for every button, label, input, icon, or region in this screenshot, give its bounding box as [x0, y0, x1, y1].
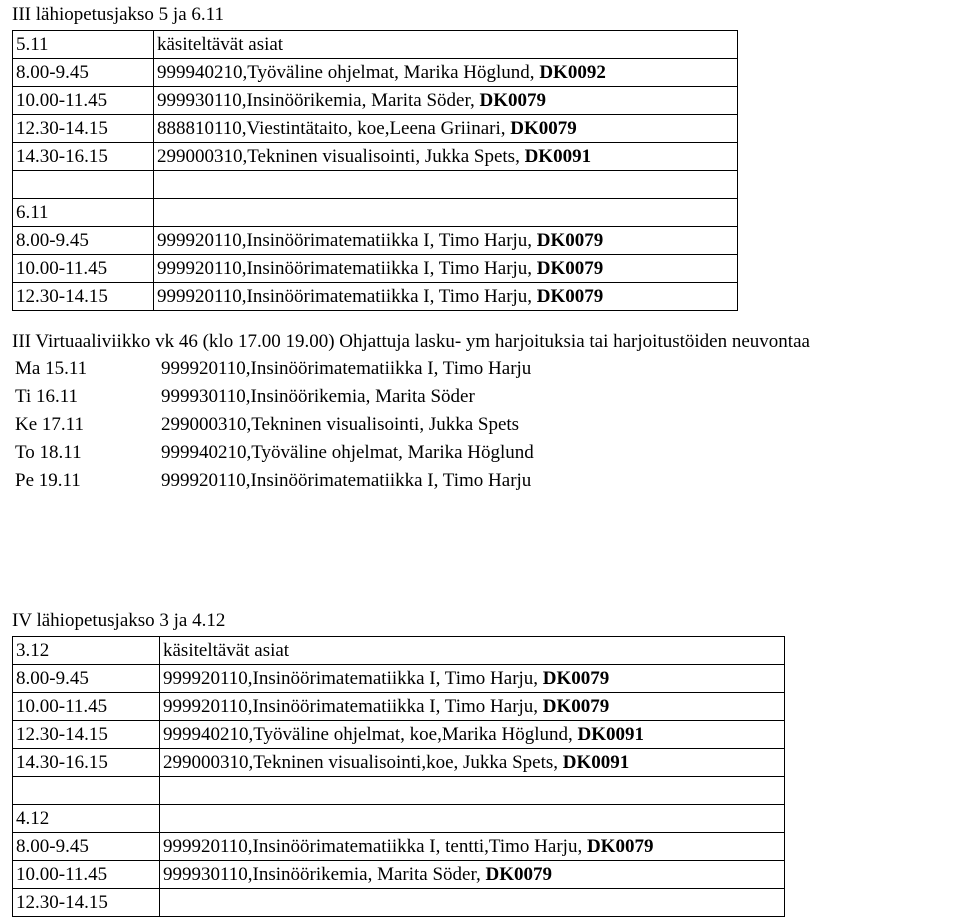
- table-row: [13, 59, 738, 87]
- course-cell: [154, 227, 738, 255]
- time-cell: 10.00-11.45: [13, 87, 154, 115]
- course-text: 999920110,Insinöörimatematiikka I, Timo Harju,: [157, 258, 537, 279]
- table-row: [13, 143, 738, 171]
- table-row: [13, 115, 738, 143]
- course-text: 999940210,Työväline ohjelmat, koe,Marika Höglund,: [163, 724, 578, 745]
- room-code: DK0079: [542, 668, 610, 689]
- spacer-row: [13, 777, 785, 805]
- room-code: DK0079: [536, 286, 604, 307]
- table-row: [13, 889, 785, 917]
- course-cell: 999920110,Insinöörimatematiikka I, Timo Harju: [161, 358, 532, 379]
- course-cell: 999940210,Työväline ohjelmat, Marika Höglund: [161, 442, 534, 463]
- time-cell: 12.30-14.15: [13, 115, 154, 143]
- empty-cell: [160, 805, 785, 833]
- table-row: [13, 87, 738, 115]
- table-row: [13, 861, 785, 889]
- spacer-row: [13, 171, 738, 199]
- time-cell: 14.30-16.15: [13, 749, 160, 777]
- course-text: 299000310,Tekninen visualisointi, Jukka Spets,: [157, 146, 525, 167]
- schedule-table: [12, 30, 738, 311]
- day-cell: Ti 16.11: [15, 386, 79, 407]
- table-row: [13, 199, 738, 227]
- room-code: DK0092: [539, 62, 606, 83]
- column-header: käsiteltävät asiat: [160, 637, 785, 665]
- section-iv: [12, 606, 785, 917]
- empty-cell: [160, 777, 785, 805]
- empty-cell: [13, 171, 154, 199]
- room-code: DK0079: [536, 258, 604, 279]
- date-cell: 4.12: [13, 805, 160, 833]
- document-page: [12, 0, 958, 495]
- time-cell: 10.00-11.45: [13, 255, 154, 283]
- room-code: DK0079: [510, 118, 577, 139]
- time-cell: 10.00-11.45: [13, 861, 160, 889]
- table-row: [13, 665, 785, 693]
- course-cell: 299000310,Tekninen visualisointi, Jukka Spets: [161, 414, 520, 435]
- course-text: 999920110,Insinöörimatematiikka I, Timo Harju,: [157, 286, 537, 307]
- room-code: DK0079: [536, 230, 604, 251]
- course-cell: [160, 721, 785, 749]
- course-text: 999940210,Työväline ohjelmat, Marika Höglund,: [157, 62, 540, 83]
- time-cell: 8.00-9.45: [13, 227, 154, 255]
- course-cell: [154, 255, 738, 283]
- course-cell: [154, 59, 738, 87]
- empty-cell: [154, 171, 738, 199]
- course-text: 999920110,Insinöörimatematiikka I, Timo Harju,: [163, 696, 543, 717]
- table-row: [12, 355, 761, 383]
- course-text: 999930110,Insinöörikemia, Marita Söder,: [157, 90, 480, 111]
- virtual-week-table: [12, 355, 761, 495]
- course-cell: [160, 749, 785, 777]
- room-code: DK0079: [479, 90, 547, 111]
- time-cell: 12.30-14.15: [13, 283, 154, 311]
- date-cell: 3.12: [13, 637, 160, 665]
- room-code: DK0079: [586, 836, 654, 857]
- date-cell: 6.11: [13, 199, 154, 227]
- course-cell: 999920110,Insinöörimatematiikka I, Timo Harju: [161, 470, 532, 491]
- course-cell: [154, 143, 738, 171]
- course-text: 299000310,Tekninen visualisointi,koe, Jukka Spets,: [163, 752, 563, 773]
- course-cell: [160, 693, 785, 721]
- time-cell: 10.00-11.45: [13, 693, 160, 721]
- virtual-week-section: [12, 329, 958, 495]
- course-cell: [154, 87, 738, 115]
- room-code: DK0079: [485, 864, 553, 885]
- course-text: 999920110,Insinöörimatematiikka I, tentti,Timo Harju,: [163, 836, 587, 857]
- table-row: [12, 383, 761, 411]
- course-cell: 999930110,Insinöörikemia, Marita Söder: [161, 386, 475, 407]
- date-cell: 5.11: [13, 31, 154, 59]
- table-row: [13, 283, 738, 311]
- empty-cell: [13, 777, 160, 805]
- table-row: [13, 227, 738, 255]
- course-text: 999920110,Insinöörimatematiikka I, Timo Harju,: [157, 230, 537, 251]
- time-cell: 8.00-9.45: [13, 59, 154, 87]
- course-text: 888810110,Viestintätaito, koe,Leena Griinari,: [157, 118, 511, 139]
- room-code: DK0091: [562, 752, 630, 773]
- course-cell: [154, 283, 738, 311]
- table-row: [13, 637, 785, 665]
- day-cell: Ke 17.11: [15, 414, 84, 435]
- schedule-table: [12, 636, 785, 917]
- section-title: III lähiopetusjakso 5 ja 6.11: [12, 4, 224, 25]
- table-row: [13, 693, 785, 721]
- course-text: 999930110,Insinöörikemia, Marita Söder,: [163, 864, 486, 885]
- table-row: [13, 721, 785, 749]
- time-cell: 12.30-14.15: [13, 721, 160, 749]
- table-row: [13, 255, 738, 283]
- course-text: 999920110,Insinöörimatematiikka I, Timo Harju,: [163, 668, 543, 689]
- table-row: [12, 467, 761, 495]
- time-cell: 8.00-9.45: [13, 665, 160, 693]
- room-code: DK0091: [524, 146, 592, 167]
- table-row: [12, 439, 761, 467]
- course-cell: [160, 833, 785, 861]
- time-cell: 12.30-14.15: [13, 889, 160, 917]
- course-cell: [160, 889, 785, 917]
- room-code: DK0091: [577, 724, 644, 745]
- table-row: [12, 411, 761, 439]
- day-cell: To 18.11: [15, 442, 82, 463]
- day-cell: Pe 19.11: [15, 470, 81, 491]
- course-cell: [160, 861, 785, 889]
- time-cell: 8.00-9.45: [13, 833, 160, 861]
- table-row: [13, 833, 785, 861]
- column-header: käsiteltävät asiat: [154, 31, 738, 59]
- day-cell: Ma 15.11: [15, 358, 88, 379]
- table-row: [13, 805, 785, 833]
- table-row: [13, 31, 738, 59]
- table-row: [13, 749, 785, 777]
- course-cell: [160, 665, 785, 693]
- time-cell: 14.30-16.15: [13, 143, 154, 171]
- room-code: DK0079: [542, 696, 610, 717]
- empty-cell: [154, 199, 738, 227]
- virtual-week-title: III Virtuaaliviikko vk 46 (klo 17.00 19.00) Ohjattuja lasku- ym harjoituksia tai harjoitustöiden neuvontaa: [12, 331, 810, 352]
- course-cell: [154, 115, 738, 143]
- section-title: IV lähiopetusjakso 3 ja 4.12: [12, 610, 226, 631]
